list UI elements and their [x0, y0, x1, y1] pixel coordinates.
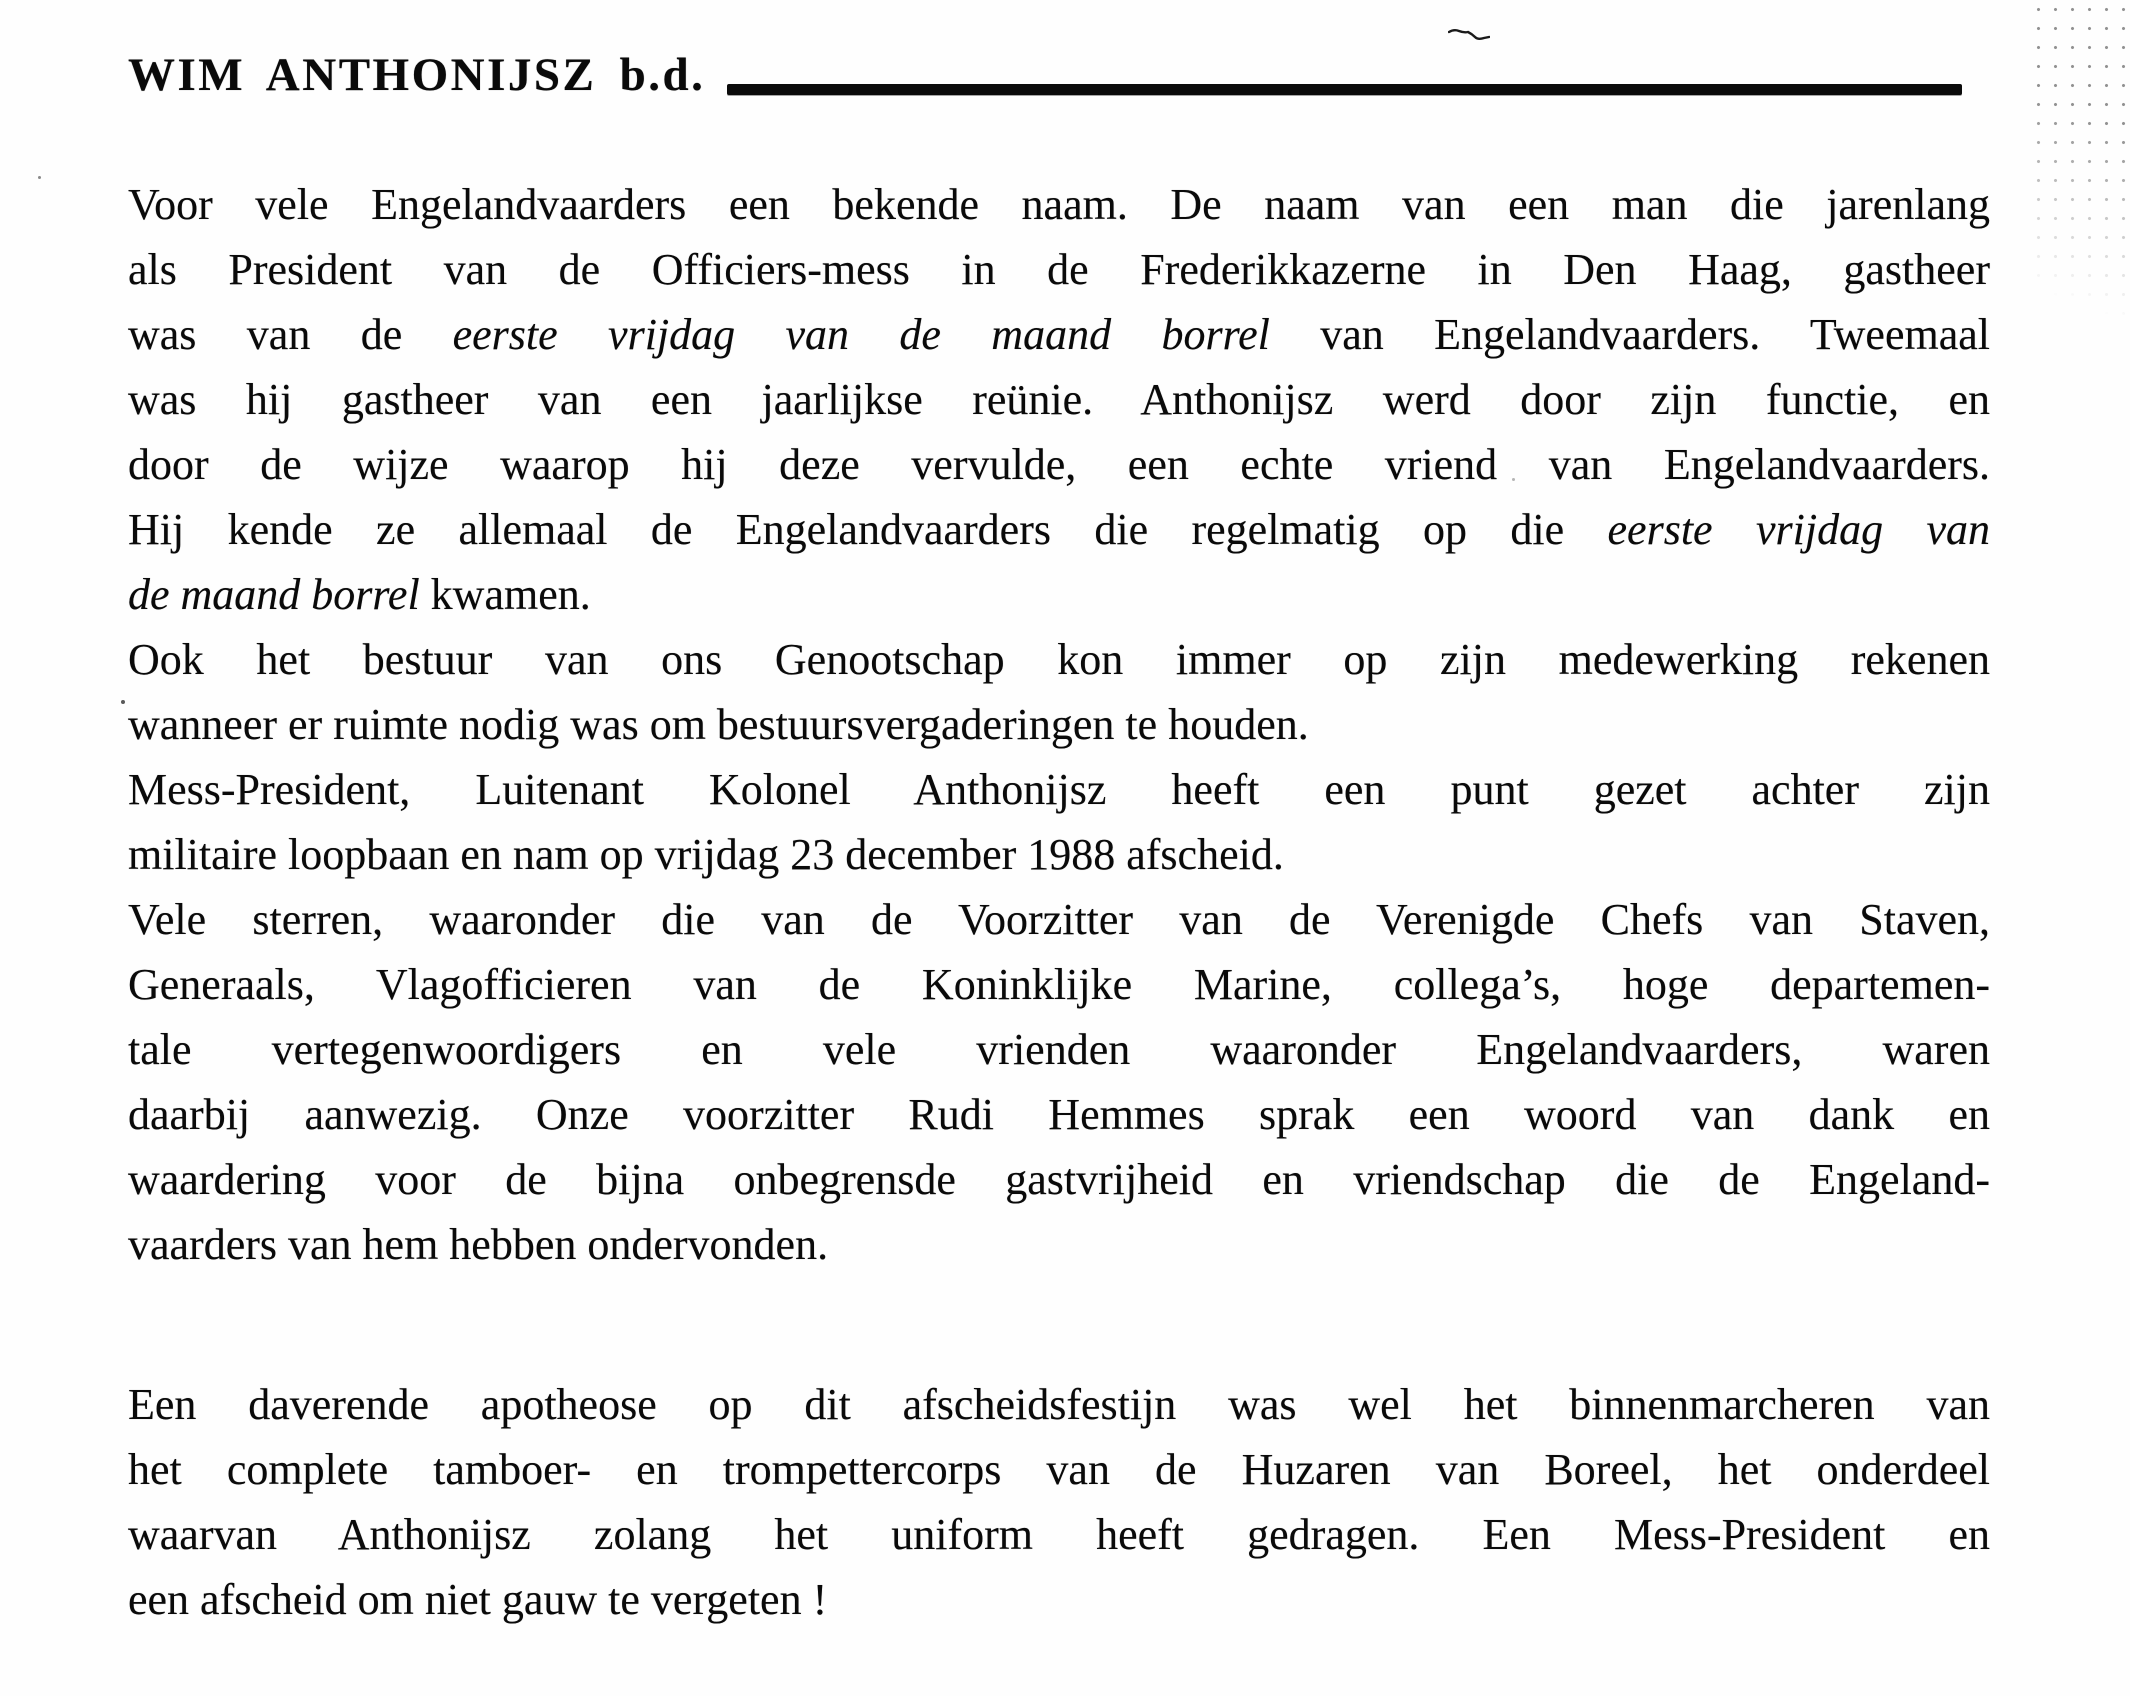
text-segment: waardering voor de bijna onbegrensde gastvrijheid en vriendschap die de Engeland- — [128, 1155, 1990, 1204]
text-segment: daarbij aanwezig. Onze voorzitter Rudi Hemmes sprak een woord van dank en — [128, 1090, 1990, 1139]
text-segment: militaire loopbaan en nam op vrijdag 23 december 1988 afscheid. — [128, 830, 1284, 879]
text-segment: Hij kende ze allemaal de Engelandvaarders die regelmatig op die — [128, 505, 1608, 554]
italic-text-segment: eerste vrijdag van de maand borrel — [452, 310, 1270, 359]
italic-text-segment: eerste vrijdag van — [1607, 505, 1990, 554]
text-segment: waarvan Anthonijsz zolang het uniform heeft gedragen. Een Mess-President en — [128, 1510, 1990, 1559]
scan-artifact-squiggle — [1448, 26, 1490, 42]
text-line — [128, 1212, 1990, 1277]
text-segment: het complete tamboer- en trompettercorps van de Huzaren van Boreel, het onderdeel — [128, 1445, 1990, 1494]
text-line — [128, 367, 1990, 432]
text-segment: wanneer er ruimte nodig was om bestuursvergaderingen te houden. — [128, 700, 1309, 749]
text-line — [128, 1502, 1990, 1567]
text-line — [128, 432, 1990, 497]
text-line — [128, 1082, 1990, 1147]
scan-dot — [121, 700, 125, 704]
masthead — [128, 50, 1990, 102]
title-rule — [727, 84, 1962, 95]
text-line — [128, 757, 1990, 822]
text-line — [128, 692, 1990, 757]
text-segment: van Engelandvaarders. Tweemaal — [1269, 310, 1990, 359]
paragraph — [128, 627, 1990, 757]
paragraph — [128, 1372, 1990, 1632]
text-segment: kwamen. — [419, 570, 591, 619]
text-segment: een afscheid om niet gauw te vergeten ! — [128, 1575, 828, 1624]
text-line — [128, 172, 1990, 237]
italic-text-segment: de maand borrel — [128, 570, 420, 619]
text-line — [128, 562, 1990, 627]
text-segment: Vele sterren, waaronder die van de Voorzitter van de Verenigde Chefs van Staven, — [128, 895, 1990, 944]
text-line — [128, 822, 1990, 887]
page-title: WIM ANTHONIJSZ b.d. — [128, 49, 706, 101]
text-line — [128, 1017, 1990, 1082]
text-segment: Generaals, Vlagofficieren van de Koninklijke Marine, collega’s, hoge departemen- — [128, 960, 1990, 1009]
scan-noise-speckle — [2030, 0, 2130, 345]
scan-dot — [38, 176, 41, 179]
text-line — [128, 497, 1990, 562]
text-line — [128, 1147, 1990, 1212]
text-line — [128, 237, 1990, 302]
text-segment: was van de — [128, 310, 453, 359]
text-line — [128, 1567, 1990, 1632]
text-line — [128, 1437, 1990, 1502]
text-segment: Een daverende apotheose op dit afscheidsfestijn was wel het binnenmarcheren van — [128, 1380, 1990, 1429]
paragraph — [128, 172, 1990, 627]
text-segment: was hij gastheer van een jaarlijkse reünie. Anthonijsz werd door zijn functie, en — [128, 375, 1990, 424]
text-segment: vaarders van hem hebben ondervonden. — [128, 1220, 829, 1269]
text-line — [128, 627, 1990, 692]
text-segment: als President van de Officiers-mess in de Frederikkazerne in Den Haag, gastheer — [128, 245, 1990, 294]
text-segment: Voor vele Engelandvaarders een bekende naam. De naam van een man die jarenlang — [128, 180, 1990, 229]
text-segment: tale vertegenwoordigers en vele vrienden waaronder Engelandvaarders, waren — [128, 1025, 1990, 1074]
body-text — [128, 172, 1990, 1632]
text-line — [128, 1372, 1990, 1437]
paragraph — [128, 887, 1990, 1277]
text-segment: Mess-President, Luitenant Kolonel Anthonijsz heeft een punt gezet achter zijn — [128, 765, 1990, 814]
text-segment: Ook het bestuur van ons Genootschap kon immer op zijn medewerking rekenen — [128, 635, 1990, 684]
paragraph — [128, 757, 1990, 887]
text-line — [128, 887, 1990, 952]
text-segment: door de wijze waarop hij deze vervulde, een echte vriend van Engelandvaarders. — [128, 440, 1990, 489]
text-line — [128, 302, 1990, 367]
text-line — [128, 952, 1990, 1017]
